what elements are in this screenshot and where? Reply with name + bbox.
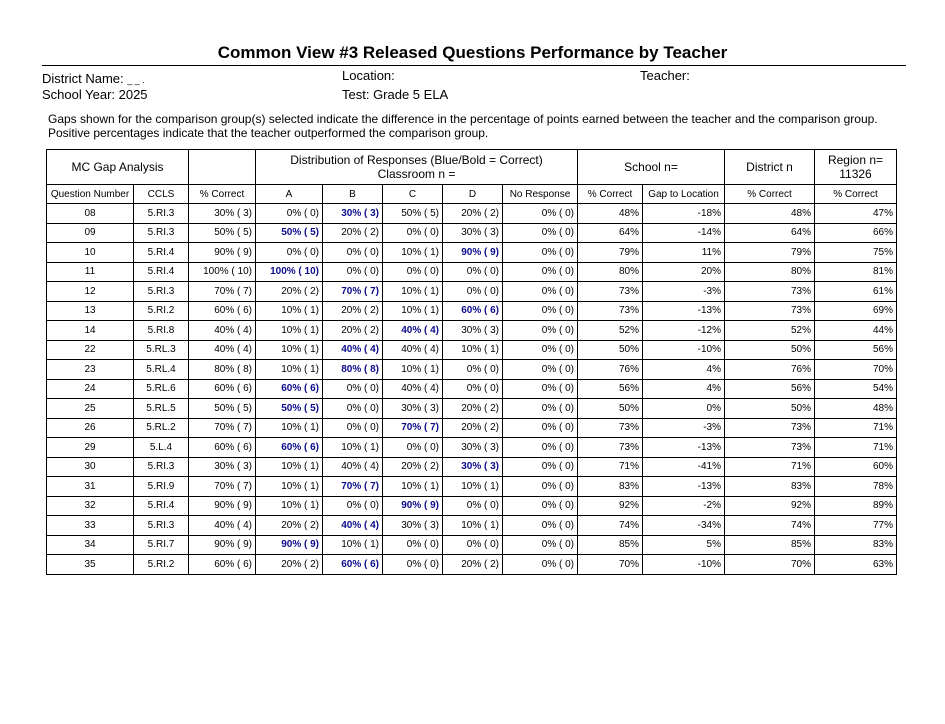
option-c-cell: 0% ( 0) — [383, 262, 443, 282]
no-response-cell: 0% ( 0) — [503, 438, 578, 458]
option-b-cell: 20% ( 2) — [323, 301, 383, 321]
region-pct-cell: 89% — [815, 496, 897, 516]
school-pct-cell: 52% — [578, 321, 643, 341]
col-question-number: Question Number — [47, 185, 134, 204]
pct-correct-cell: 40% ( 4) — [189, 321, 256, 341]
no-response-cell: 0% ( 0) — [503, 516, 578, 536]
test-name: Test: Grade 5 ELA — [342, 87, 449, 102]
ccls-cell: 5.RI.3 — [134, 457, 189, 477]
option-b-cell: 0% ( 0) — [323, 418, 383, 438]
col-ccls: CCLS — [134, 185, 189, 204]
col-no-response: No Response — [503, 185, 578, 204]
region-pct-cell: 81% — [815, 262, 897, 282]
region-pct-cell: 70% — [815, 360, 897, 380]
ccls-cell: 5.RI.4 — [134, 262, 189, 282]
gap-to-location-cell: -13% — [643, 438, 725, 458]
option-a-cell: 50% ( 5) — [256, 223, 323, 243]
no-response-cell: 0% ( 0) — [503, 457, 578, 477]
table-row — [47, 379, 897, 399]
school-pct-cell: 76% — [578, 360, 643, 380]
pct-correct-cell: 60% ( 6) — [189, 301, 256, 321]
gap-analysis-table — [46, 149, 897, 575]
table-row — [47, 516, 897, 536]
question-number-cell: 35 — [47, 555, 134, 575]
option-b-cell: 10% ( 1) — [323, 438, 383, 458]
no-response-cell: 0% ( 0) — [503, 282, 578, 302]
district-header: District n — [725, 150, 815, 185]
option-b-cell: 0% ( 0) — [323, 379, 383, 399]
region-pct-cell: 47% — [815, 204, 897, 224]
gap-to-location-cell: -41% — [643, 457, 725, 477]
pct-correct-cell: 30% ( 3) — [189, 204, 256, 224]
table-row — [47, 223, 897, 243]
district-pct-cell: 64% — [725, 223, 815, 243]
table-row — [47, 555, 897, 575]
column-header-row — [47, 185, 897, 204]
school-pct-cell: 92% — [578, 496, 643, 516]
option-c-cell: 0% ( 0) — [383, 438, 443, 458]
question-number-cell: 13 — [47, 301, 134, 321]
pct-correct-cell: 40% ( 4) — [189, 340, 256, 360]
col-district-pct: % Correct — [725, 185, 815, 204]
col-school-pct: % Correct — [578, 185, 643, 204]
distribution-header-line2: Classroom n = — [377, 167, 456, 181]
option-c-cell: 40% ( 4) — [383, 340, 443, 360]
option-c-cell: 20% ( 2) — [383, 457, 443, 477]
gap-to-location-cell: -2% — [643, 496, 725, 516]
district-name — [42, 71, 145, 86]
option-c-cell: 10% ( 1) — [383, 301, 443, 321]
district-pct-cell: 56% — [725, 379, 815, 399]
ccls-cell: 5.RL.2 — [134, 418, 189, 438]
option-d-cell: 0% ( 0) — [443, 360, 503, 380]
school-header: School n= — [578, 150, 725, 185]
option-a-cell: 10% ( 1) — [256, 360, 323, 380]
question-number-cell: 22 — [47, 340, 134, 360]
option-b-cell: 0% ( 0) — [323, 243, 383, 263]
district-pct-cell: 92% — [725, 496, 815, 516]
title-rule — [42, 65, 906, 66]
table-row — [47, 535, 897, 555]
district-pct-cell: 76% — [725, 360, 815, 380]
gap-note — [48, 112, 878, 140]
pct-correct-cell: 90% ( 9) — [189, 243, 256, 263]
no-response-cell: 0% ( 0) — [503, 223, 578, 243]
pct-correct-cell: 50% ( 5) — [189, 223, 256, 243]
option-b-cell: 60% ( 6) — [323, 555, 383, 575]
question-number-cell: 24 — [47, 379, 134, 399]
question-number-cell: 12 — [47, 282, 134, 302]
option-c-cell: 90% ( 9) — [383, 496, 443, 516]
option-d-cell: 10% ( 1) — [443, 340, 503, 360]
ccls-cell: 5.RL.6 — [134, 379, 189, 399]
gap-to-location-cell: -12% — [643, 321, 725, 341]
table-row — [47, 243, 897, 263]
district-pct-cell: 79% — [725, 243, 815, 263]
option-b-cell: 40% ( 4) — [323, 340, 383, 360]
region-pct-cell: 56% — [815, 340, 897, 360]
option-d-cell: 30% ( 3) — [443, 438, 503, 458]
gap-to-location-cell: -10% — [643, 555, 725, 575]
region-header — [815, 150, 897, 185]
region-pct-cell: 54% — [815, 379, 897, 399]
option-c-cell: 70% ( 7) — [383, 418, 443, 438]
option-b-cell: 40% ( 4) — [323, 457, 383, 477]
ccls-cell: 5.RI.9 — [134, 477, 189, 497]
col-pct-correct: % Correct — [189, 185, 256, 204]
gap-to-location-cell: -3% — [643, 418, 725, 438]
school-pct-cell: 48% — [578, 204, 643, 224]
option-c-cell: 10% ( 1) — [383, 282, 443, 302]
option-a-cell: 50% ( 5) — [256, 399, 323, 419]
question-number-cell: 34 — [47, 535, 134, 555]
option-a-cell: 20% ( 2) — [256, 516, 323, 536]
school-pct-cell: 50% — [578, 399, 643, 419]
question-number-cell: 09 — [47, 223, 134, 243]
option-a-cell: 10% ( 1) — [256, 477, 323, 497]
col-b: B — [323, 185, 383, 204]
question-number-cell: 10 — [47, 243, 134, 263]
gap-to-location-cell: -14% — [643, 223, 725, 243]
mc-gap-header: MC Gap Analysis — [47, 150, 189, 185]
option-c-cell: 30% ( 3) — [383, 399, 443, 419]
teacher-label: Teacher: — [640, 68, 690, 83]
option-b-cell: 10% ( 1) — [323, 535, 383, 555]
question-number-cell: 25 — [47, 399, 134, 419]
question-number-cell: 30 — [47, 457, 134, 477]
question-number-cell: 23 — [47, 360, 134, 380]
district-pct-cell: 50% — [725, 340, 815, 360]
district-pct-cell: 73% — [725, 438, 815, 458]
pct-correct-cell: 60% ( 6) — [189, 379, 256, 399]
ccls-cell: 5.RL.3 — [134, 340, 189, 360]
school-pct-cell: 80% — [578, 262, 643, 282]
option-d-cell: 10% ( 1) — [443, 516, 503, 536]
no-response-cell: 0% ( 0) — [503, 321, 578, 341]
gap-to-location-cell: 11% — [643, 243, 725, 263]
pct-correct-cell: 50% ( 5) — [189, 399, 256, 419]
school-pct-cell: 73% — [578, 438, 643, 458]
col-c: C — [383, 185, 443, 204]
option-a-cell: 90% ( 9) — [256, 535, 323, 555]
no-response-cell: 0% ( 0) — [503, 399, 578, 419]
school-pct-cell: 74% — [578, 516, 643, 536]
region-pct-cell: 78% — [815, 477, 897, 497]
option-d-cell: 30% ( 3) — [443, 457, 503, 477]
gap-note-line2: Positive percentages indicate that the teacher outperformed the comparison group. — [48, 126, 489, 140]
district-pct-cell: 73% — [725, 301, 815, 321]
option-c-cell: 0% ( 0) — [383, 535, 443, 555]
question-number-cell: 32 — [47, 496, 134, 516]
gap-to-location-cell: 5% — [643, 535, 725, 555]
ccls-cell: 5.RI.4 — [134, 243, 189, 263]
table-row — [47, 204, 897, 224]
option-b-cell: 30% ( 3) — [323, 204, 383, 224]
option-d-cell: 60% ( 6) — [443, 301, 503, 321]
option-b-cell: 70% ( 7) — [323, 282, 383, 302]
no-response-cell: 0% ( 0) — [503, 301, 578, 321]
district-pct-cell: 85% — [725, 535, 815, 555]
report-title: Common View #3 Released Questions Performance by Teacher — [217, 43, 728, 62]
table-row — [47, 477, 897, 497]
district-pct-cell: 83% — [725, 477, 815, 497]
option-a-cell: 0% ( 0) — [256, 243, 323, 263]
option-d-cell: 20% ( 2) — [443, 204, 503, 224]
region-pct-cell: 77% — [815, 516, 897, 536]
ccls-cell: 5.RL.4 — [134, 360, 189, 380]
ccls-cell: 5.RI.7 — [134, 535, 189, 555]
gap-to-location-cell: 4% — [643, 360, 725, 380]
question-number-cell: 31 — [47, 477, 134, 497]
region-header-line2: 11326 — [839, 167, 872, 181]
option-a-cell: 10% ( 1) — [256, 496, 323, 516]
region-pct-cell: 60% — [815, 457, 897, 477]
no-response-cell: 0% ( 0) — [503, 535, 578, 555]
option-a-cell: 10% ( 1) — [256, 301, 323, 321]
question-number-cell: 29 — [47, 438, 134, 458]
option-c-cell: 30% ( 3) — [383, 516, 443, 536]
table-row — [47, 301, 897, 321]
table-row — [47, 496, 897, 516]
option-d-cell: 20% ( 2) — [443, 418, 503, 438]
gap-to-location-cell: -18% — [643, 204, 725, 224]
no-response-cell: 0% ( 0) — [503, 418, 578, 438]
ccls-cell: 5.RI.3 — [134, 223, 189, 243]
distribution-header-line1: Distribution of Responses (Blue/Bold = Correct) — [290, 153, 543, 167]
no-response-cell: 0% ( 0) — [503, 360, 578, 380]
region-pct-cell: 48% — [815, 399, 897, 419]
region-pct-cell: 66% — [815, 223, 897, 243]
pct-correct-cell: 80% ( 8) — [189, 360, 256, 380]
col-d: D — [443, 185, 503, 204]
distribution-header — [256, 150, 578, 185]
col-gap-to-location: Gap to Location — [643, 185, 725, 204]
col-a: A — [256, 185, 323, 204]
school-year: School Year: 2025 — [42, 87, 148, 102]
option-d-cell: 0% ( 0) — [443, 379, 503, 399]
gap-to-location-cell: 4% — [643, 379, 725, 399]
option-d-cell: 10% ( 1) — [443, 477, 503, 497]
option-c-cell: 10% ( 1) — [383, 477, 443, 497]
ccls-cell: 5.RI.8 — [134, 321, 189, 341]
option-a-cell: 20% ( 2) — [256, 555, 323, 575]
option-a-cell: 0% ( 0) — [256, 204, 323, 224]
pct-correct-cell: 70% ( 7) — [189, 477, 256, 497]
option-b-cell: 20% ( 2) — [323, 223, 383, 243]
ccls-cell: 5.RI.4 — [134, 496, 189, 516]
district-pct-cell: 71% — [725, 457, 815, 477]
table-row — [47, 457, 897, 477]
no-response-cell: 0% ( 0) — [503, 204, 578, 224]
question-number-cell: 33 — [47, 516, 134, 536]
district-label: District Name: — [42, 71, 124, 86]
gap-to-location-cell: -13% — [643, 477, 725, 497]
option-b-cell: 80% ( 8) — [323, 360, 383, 380]
school-pct-cell: 79% — [578, 243, 643, 263]
gap-to-location-cell: -34% — [643, 516, 725, 536]
no-response-cell: 0% ( 0) — [503, 379, 578, 399]
ccls-cell: 5.RI.2 — [134, 555, 189, 575]
no-response-cell: 0% ( 0) — [503, 496, 578, 516]
option-c-cell: 0% ( 0) — [383, 223, 443, 243]
option-a-cell: 10% ( 1) — [256, 457, 323, 477]
option-c-cell: 40% ( 4) — [383, 321, 443, 341]
option-a-cell: 20% ( 2) — [256, 282, 323, 302]
school-pct-cell: 56% — [578, 379, 643, 399]
gap-to-location-cell: -13% — [643, 301, 725, 321]
region-pct-cell: 71% — [815, 438, 897, 458]
question-number-cell: 14 — [47, 321, 134, 341]
option-a-cell: 60% ( 6) — [256, 379, 323, 399]
school-pct-cell: 70% — [578, 555, 643, 575]
pct-correct-cell: 70% ( 7) — [189, 418, 256, 438]
ccls-cell: 5.RL.5 — [134, 399, 189, 419]
table-row — [47, 282, 897, 302]
option-d-cell: 20% ( 2) — [443, 555, 503, 575]
region-pct-cell: 69% — [815, 301, 897, 321]
district-pct-cell: 74% — [725, 516, 815, 536]
ccls-cell: 5.RI.3 — [134, 204, 189, 224]
gap-to-location-cell: -3% — [643, 282, 725, 302]
option-d-cell: 0% ( 0) — [443, 496, 503, 516]
option-a-cell: 10% ( 1) — [256, 418, 323, 438]
district-pct-cell: 80% — [725, 262, 815, 282]
option-c-cell: 10% ( 1) — [383, 360, 443, 380]
school-pct-cell: 71% — [578, 457, 643, 477]
option-d-cell: 30% ( 3) — [443, 321, 503, 341]
pct-correct-cell: 40% ( 4) — [189, 516, 256, 536]
school-pct-cell: 73% — [578, 282, 643, 302]
question-number-cell: 11 — [47, 262, 134, 282]
gap-note-line1: Gaps shown for the comparison group(s) selected indicate the difference in the percentage of points earned between the teacher and the comparison group. — [48, 112, 878, 126]
col-region-pct: % Correct — [815, 185, 897, 204]
region-pct-cell: 83% — [815, 535, 897, 555]
school-pct-cell: 73% — [578, 418, 643, 438]
gap-to-location-cell: 0% — [643, 399, 725, 419]
no-response-cell: 0% ( 0) — [503, 555, 578, 575]
district-pct-cell: 50% — [725, 399, 815, 419]
option-c-cell: 40% ( 4) — [383, 379, 443, 399]
pct-correct-cell: 90% ( 9) — [189, 496, 256, 516]
option-b-cell: 70% ( 7) — [323, 477, 383, 497]
school-pct-cell: 83% — [578, 477, 643, 497]
option-b-cell: 40% ( 4) — [323, 516, 383, 536]
district-pct-cell: 73% — [725, 418, 815, 438]
no-response-cell: 0% ( 0) — [503, 262, 578, 282]
district-pct-cell: 70% — [725, 555, 815, 575]
option-c-cell: 50% ( 5) — [383, 204, 443, 224]
option-d-cell: 0% ( 0) — [443, 535, 503, 555]
group-header-row — [47, 150, 897, 185]
table-row — [47, 399, 897, 419]
ccls-cell: 5.RI.3 — [134, 282, 189, 302]
table-row — [47, 418, 897, 438]
pct-correct-cell: 90% ( 9) — [189, 535, 256, 555]
option-a-cell: 10% ( 1) — [256, 321, 323, 341]
pct-correct-cell: 60% ( 6) — [189, 438, 256, 458]
option-c-cell: 10% ( 1) — [383, 243, 443, 263]
district-pct-cell: 48% — [725, 204, 815, 224]
option-a-cell: 60% ( 6) — [256, 438, 323, 458]
question-number-cell: 08 — [47, 204, 134, 224]
district-pct-cell: 73% — [725, 282, 815, 302]
school-pct-cell: 64% — [578, 223, 643, 243]
district-pct-cell: 52% — [725, 321, 815, 341]
option-a-cell: 100% ( 10) — [256, 262, 323, 282]
question-number-cell: 26 — [47, 418, 134, 438]
table-row — [47, 262, 897, 282]
pct-correct-cell: 100% ( 10) — [189, 262, 256, 282]
option-d-cell: 0% ( 0) — [443, 282, 503, 302]
region-pct-cell: 63% — [815, 555, 897, 575]
school-pct-cell: 50% — [578, 340, 643, 360]
pct-correct-cell: 70% ( 7) — [189, 282, 256, 302]
option-a-cell: 10% ( 1) — [256, 340, 323, 360]
ccls-cell: 5.RI.2 — [134, 301, 189, 321]
region-pct-cell: 75% — [815, 243, 897, 263]
table-row — [47, 360, 897, 380]
district-value: _ _ . — [127, 75, 145, 85]
table-row — [47, 438, 897, 458]
pct-correct-cell: 30% ( 3) — [189, 457, 256, 477]
option-b-cell: 20% ( 2) — [323, 321, 383, 341]
blank-header-cell — [189, 150, 256, 185]
option-d-cell: 30% ( 3) — [443, 223, 503, 243]
option-b-cell: 0% ( 0) — [323, 399, 383, 419]
region-pct-cell: 44% — [815, 321, 897, 341]
ccls-cell: 5.L.4 — [134, 438, 189, 458]
gap-to-location-cell: 20% — [643, 262, 725, 282]
option-d-cell: 20% ( 2) — [443, 399, 503, 419]
ccls-cell: 5.RI.3 — [134, 516, 189, 536]
table-row — [47, 321, 897, 341]
option-d-cell: 0% ( 0) — [443, 262, 503, 282]
no-response-cell: 0% ( 0) — [503, 477, 578, 497]
option-b-cell: 0% ( 0) — [323, 262, 383, 282]
region-pct-cell: 71% — [815, 418, 897, 438]
no-response-cell: 0% ( 0) — [503, 340, 578, 360]
school-pct-cell: 85% — [578, 535, 643, 555]
region-pct-cell: 61% — [815, 282, 897, 302]
school-pct-cell: 73% — [578, 301, 643, 321]
location-label: Location: — [342, 68, 395, 83]
pct-correct-cell: 60% ( 6) — [189, 555, 256, 575]
option-c-cell: 0% ( 0) — [383, 555, 443, 575]
option-d-cell: 90% ( 9) — [443, 243, 503, 263]
no-response-cell: 0% ( 0) — [503, 243, 578, 263]
gap-to-location-cell: -10% — [643, 340, 725, 360]
region-header-line1: Region n= — [827, 153, 884, 167]
option-b-cell: 0% ( 0) — [323, 496, 383, 516]
table-row — [47, 340, 897, 360]
